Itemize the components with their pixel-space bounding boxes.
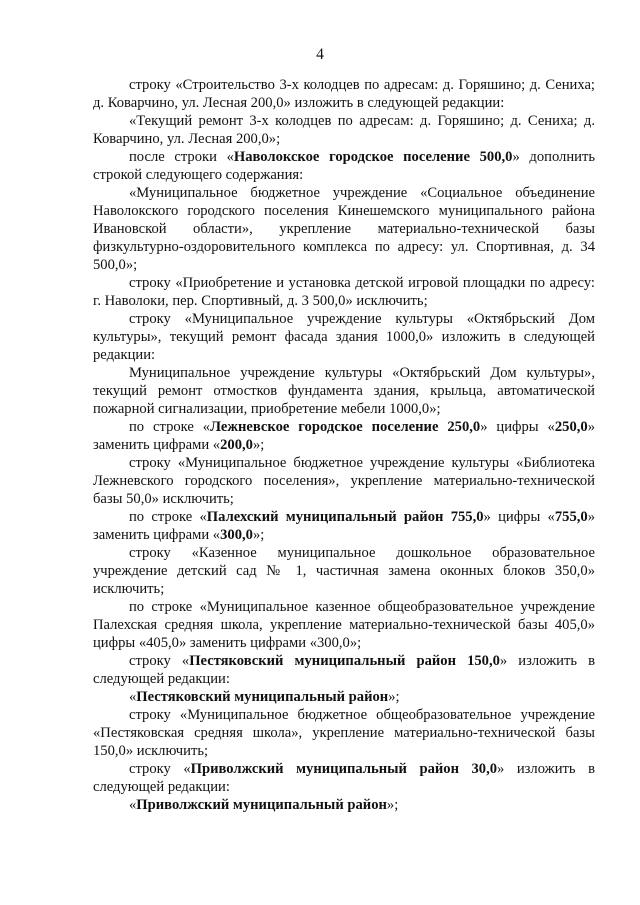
text-run: » цифры « bbox=[480, 419, 555, 435]
paragraph bbox=[93, 508, 595, 544]
bold-text-run: Наволокское городское поселение 500,0 bbox=[233, 149, 513, 165]
text-run: строку «Казенное муниципальное дошкольное образовательное учреждение детский сад № 1, частичная замена оконных блоков 350,0» исключить; bbox=[93, 545, 595, 597]
text-run: « bbox=[129, 689, 137, 705]
text-run: »; bbox=[252, 437, 265, 453]
page-number: 4 bbox=[316, 46, 324, 63]
bold-text-run: Пестяковский муниципальный район 150,0 bbox=[189, 653, 500, 669]
text-run: строку «Приобретение и установка детской игровой площадки по адресу: г. Наволоки, пер. Спортивный, д. 3 500,0» исключить; bbox=[93, 275, 595, 309]
paragraph bbox=[93, 760, 595, 796]
bold-text-run: Палехский муниципальный район 755,0 bbox=[206, 509, 484, 525]
paragraph bbox=[93, 796, 595, 814]
text-run: по строке « bbox=[129, 509, 207, 525]
paragraph bbox=[93, 148, 595, 184]
bold-text-run: Приволжский муниципальный район 30,0 bbox=[190, 761, 498, 777]
text-run: »; bbox=[252, 527, 265, 543]
bold-text-run: 755,0 bbox=[554, 509, 588, 525]
paragraph bbox=[93, 274, 595, 310]
paragraph bbox=[93, 544, 595, 598]
text-run: строку «Муниципальное учреждение культуры «Октябрьский Дом культуры», текущий ремонт фасада здания 1000,0» изложить в следующей редакции: bbox=[93, 311, 595, 363]
bold-text-run: Лежневское городское поселение 250,0 bbox=[210, 419, 481, 435]
text-run: Муниципальное учреждение культуры «Октябрьский Дом культуры», текущий ремонт отмостков фундамента здания, крыльца, автоматической пожарной сигнализации, приобретение мебели 1000,0»; bbox=[93, 365, 595, 417]
bold-text-run: 250,0 bbox=[554, 419, 588, 435]
text-run: строку «Муниципальное бюджетное учреждение культуры «Библиотека Лежневского городского поселения», укрепление материально-технической базы 50,0» исключить; bbox=[93, 455, 595, 507]
text-run: по строке « bbox=[129, 419, 211, 435]
text-run: » изложить в следующей редакции: bbox=[93, 761, 595, 795]
text-run: » изложить в следующей редакции: bbox=[93, 653, 595, 687]
paragraph bbox=[93, 184, 595, 274]
bold-text-run: Приволжский муниципальный район bbox=[136, 797, 387, 813]
text-run: »; bbox=[388, 689, 400, 705]
text-run: »; bbox=[386, 797, 399, 813]
text-run: « bbox=[129, 797, 137, 813]
paragraph bbox=[93, 76, 595, 112]
paragraph bbox=[93, 706, 595, 760]
text-run: строку «Строительство 3-х колодцев по адресам: д. Горяшино; д. Сениха; д. Коварчино, ул. Лесная 200,0» изложить в следующей редакции: bbox=[93, 77, 595, 111]
text-run: строку « bbox=[129, 653, 190, 669]
text-run: строку «Муниципальное бюджетное общеобразовательное учреждение «Пестяковская средняя школа», укрепление материально-технической базы 150,0» исключить; bbox=[93, 707, 595, 759]
text-run: » заменить цифрами « bbox=[93, 419, 595, 453]
paragraph bbox=[93, 688, 595, 706]
text-run: после строки « bbox=[129, 149, 234, 165]
paragraph bbox=[93, 364, 595, 418]
paragraph bbox=[93, 112, 595, 148]
paragraph bbox=[93, 454, 595, 508]
text-run: «Муниципальное бюджетное учреждение «Социальное объединение Наволокского городского поселения Кинешемского муниципального района Ивановской области», укрепление материально-технической базы физкультурно-оздоровительного комплекса по адресу: ул. Спортивная, д. 34 500,0»; bbox=[93, 185, 595, 273]
bold-text-run: 300,0 bbox=[220, 527, 253, 543]
bold-text-run: 200,0 bbox=[220, 437, 253, 453]
text-run: по строке «Муниципальное казенное общеобразовательное учреждение Палехская средняя школа, укрепление материально-технической базы 405,0» цифры «405,0» заменить цифрами «300,0»; bbox=[93, 599, 595, 651]
text-run: » цифры « bbox=[483, 509, 555, 525]
text-run: » заменить цифрами « bbox=[93, 509, 595, 543]
bold-text-run: Пестяковский муниципальный район bbox=[136, 689, 389, 705]
document-body bbox=[93, 76, 595, 814]
paragraph bbox=[93, 598, 595, 652]
paragraph bbox=[93, 418, 595, 454]
text-run: » дополнить строкой следующего содержания: bbox=[93, 149, 595, 183]
paragraph bbox=[93, 310, 595, 364]
paragraph bbox=[93, 652, 595, 688]
text-run: строку « bbox=[129, 761, 191, 777]
text-run: «Текущий ремонт 3-х колодцев по адресам: д. Горяшино; д. Сениха; д. Коварчино, ул. Лесная 200,0»; bbox=[93, 113, 595, 147]
